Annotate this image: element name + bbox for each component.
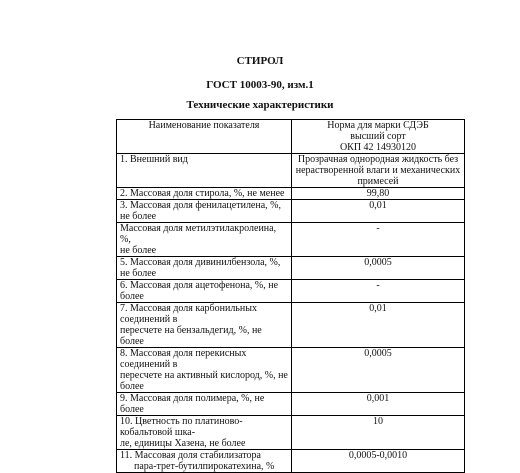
- row-name: [117, 393, 292, 416]
- row-name-line: не более: [120, 245, 157, 256]
- table-row: [117, 348, 465, 393]
- header-indicator-name: Наименование показателя: [117, 120, 292, 154]
- table-row: [117, 303, 465, 348]
- row-value: 0,0005: [292, 257, 465, 280]
- table-header-row: [117, 120, 465, 154]
- row-name: [117, 154, 292, 188]
- row-name-line: 8. Массовая доля перекисных соединений в: [120, 348, 247, 370]
- header-norm-grade: Норма для марки СДЭБ: [327, 120, 429, 131]
- row-name: [117, 280, 292, 303]
- section-subtitle: Технические характеристики: [186, 99, 334, 111]
- row-value: 99,80: [292, 188, 465, 200]
- row-name-line: ле, единицы Хазена, не более: [120, 438, 246, 449]
- row-value: 0,01: [292, 303, 465, 348]
- row-name-line: не более: [120, 268, 157, 279]
- table-row: [117, 416, 465, 450]
- table-row: [117, 188, 465, 200]
- row-name-line: 10. Цветность по платиново-кобальтовой шка-: [120, 416, 243, 438]
- row-value: 0,0005-0,0010: [292, 450, 465, 473]
- row-name-line: пересчете на бензальдегид, %, не более: [120, 325, 262, 347]
- row-name-line: пара-трет-бутилпирокатехина, %: [134, 461, 275, 472]
- header-norm: [292, 120, 465, 154]
- row-name: [117, 348, 292, 393]
- row-name-line: 3. Массовая доля фенилацетилена, %,: [120, 200, 281, 211]
- row-name: [117, 303, 292, 348]
- specifications-table: [116, 119, 465, 473]
- row-name: [117, 416, 292, 450]
- row-name: [117, 223, 292, 257]
- table-row: [117, 257, 465, 280]
- row-value: 0,01: [292, 200, 465, 223]
- row-name-line: 7. Массовая доля карбонильных соединений в: [120, 303, 257, 325]
- row-name: [117, 450, 292, 473]
- header-norm-okp: ОКП 42 14930120: [339, 142, 417, 153]
- row-name-line: 1. Внешний вид: [120, 154, 188, 165]
- row-name-line: 9. Массовая доля полимера, %, не более: [120, 393, 265, 415]
- row-value: -: [292, 280, 465, 303]
- row-name: [117, 188, 292, 200]
- document-title: СТИРОЛ: [236, 55, 284, 67]
- row-name-line: 5. Массовая доля дивинилбензола, %,: [120, 257, 281, 268]
- table-row: [117, 450, 465, 473]
- row-value: 0,001: [292, 393, 465, 416]
- row-value: 10: [292, 416, 465, 450]
- table-row: [117, 393, 465, 416]
- row-name: [117, 257, 292, 280]
- row-value: -: [292, 223, 465, 257]
- row-value: 0,0005: [292, 348, 465, 393]
- row-name-line: 11. Массовая доля стабилизатора: [120, 450, 261, 461]
- row-name-line: 6. Массовая доля ацетофенона, %, не более: [120, 280, 279, 302]
- table-row: [117, 280, 465, 303]
- table-row: [117, 223, 465, 257]
- table-row: [117, 154, 465, 188]
- row-name: [117, 200, 292, 223]
- row-value: Прозрачная однородная жидкость без нерастворенной влаги и механических примесей: [292, 154, 465, 188]
- table-row: [117, 200, 465, 223]
- row-name-line: пересчете на активный кислород, %, не более: [120, 370, 288, 392]
- standard-number: ГОСТ 10003-90, изм.1: [206, 79, 314, 91]
- row-name-line: не более: [120, 211, 157, 222]
- header-norm-quality: высший сорт: [350, 131, 406, 142]
- row-name-line: 2. Массовая доля стирола, %, не менее: [120, 188, 285, 199]
- row-name-line: Массовая доля метилэтилакролеина, %,: [120, 223, 277, 245]
